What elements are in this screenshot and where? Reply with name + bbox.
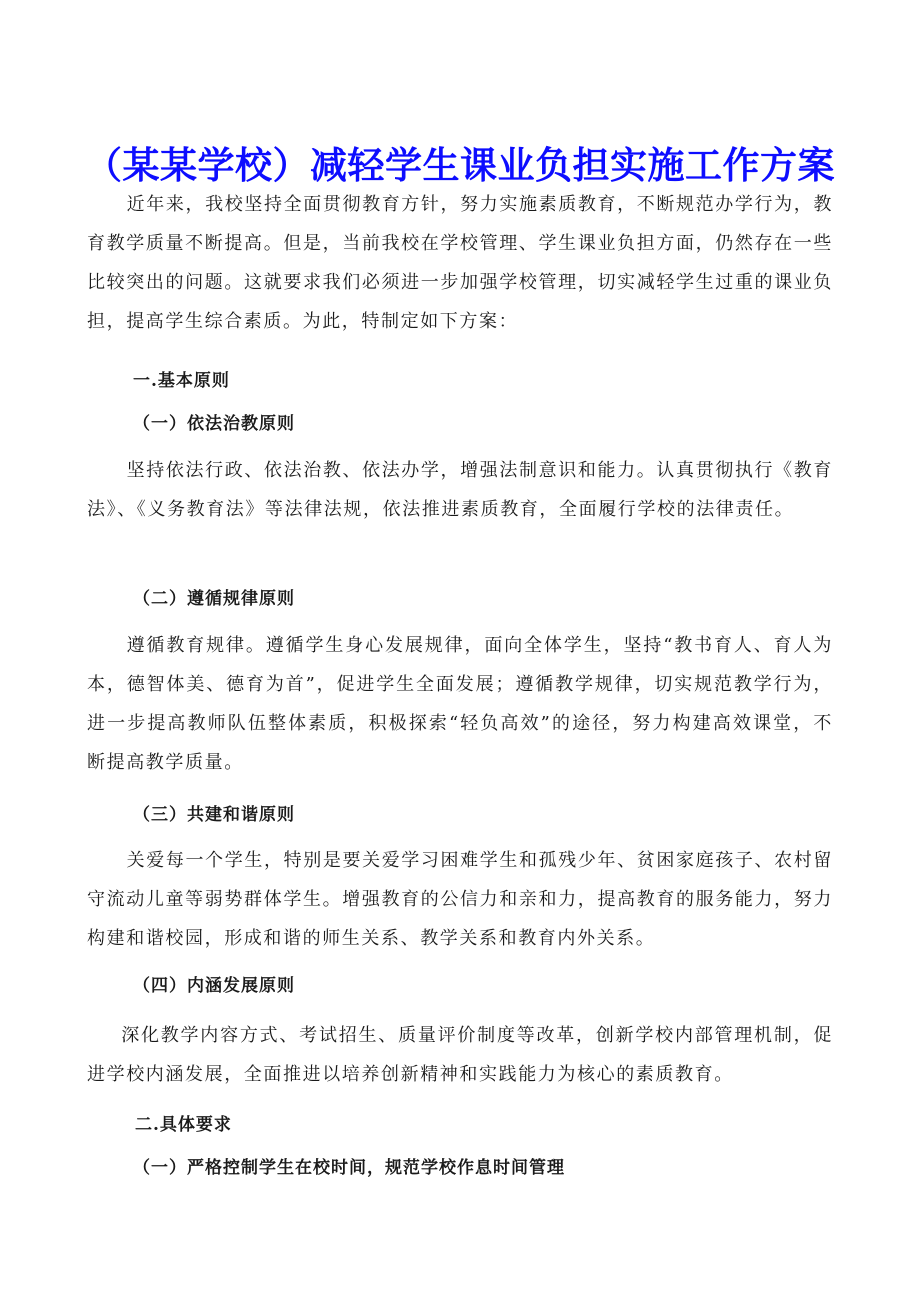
subsection-1-3-text: 关爱每一个学生，特别是要关爱学习困难学生和孤残少年、贫困家庭孩子、农村留守流动儿童等弱势群体学生。增强教育的公信力和亲和力，提高教育的服务能力，努力构建和谐校园，形成和谐的师生关系、教学关系和教育内外关系。 bbox=[87, 850, 833, 949]
subsection-2-1-heading: （一）严格控制学生在校时间，规范学校作息时间管理 bbox=[133, 1158, 565, 1178]
subsection-1-1-heading: （一）依法治教原则 bbox=[133, 414, 295, 434]
subsection-1-2-text: 遵循教育规律。遵循学生身心发展规律，面向全体学生，坚持“教书育人、育人为本，德智体美、德育为首”，促进学生全面发展；遵循教学规律，切实规范教学行为，进一步提高教师队伍整体素质，积极探索“轻负高效”的途径，努力构建高效课堂，不断提高教学质量。 bbox=[87, 635, 833, 773]
document-title: （某某学校）减轻学生课业负担实施工作方案 bbox=[85, 142, 835, 187]
subsection-1-3-heading: （三）共建和谐原则 bbox=[133, 805, 295, 825]
subsection-1-4-heading: （四）内涵发展原则 bbox=[133, 976, 295, 996]
section-2-heading: 二.具体要求 bbox=[135, 1115, 232, 1135]
subsection-1-2-heading: （二）遵循规律原则 bbox=[133, 589, 295, 609]
intro-paragraph: 近年来，我校坚持全面贯彻教育方针，努力实施素质教育，不断规范办学行为，教育教学质量不断提高。但是，当前我校在学校管理、学生课业负担方面，仍然存在一些比较突出的问题。这就要求我们必须进一步加强学校管理，切实减轻学生过重的课业负担，提高学生综合素质。为此，特制定如下方案： bbox=[87, 194, 833, 332]
subsection-1-4-text: 深化教学内容方式、考试招生、质量评价制度等改革，创新学校内部管理机制，促进学校内涵发展，全面推进以培养创新精神和实践能力为核心的素质教育。 bbox=[87, 1025, 833, 1085]
section-1-heading: 一.基本原则 bbox=[133, 371, 230, 391]
subsection-1-1-text: 坚持依法行政、依法治教、依法办学，增强法制意识和能力。认真贯彻执行《教育法》、《义务教育法》等法律法规，依法推进素质教育，全面履行学校的法律责任。 bbox=[87, 460, 833, 520]
